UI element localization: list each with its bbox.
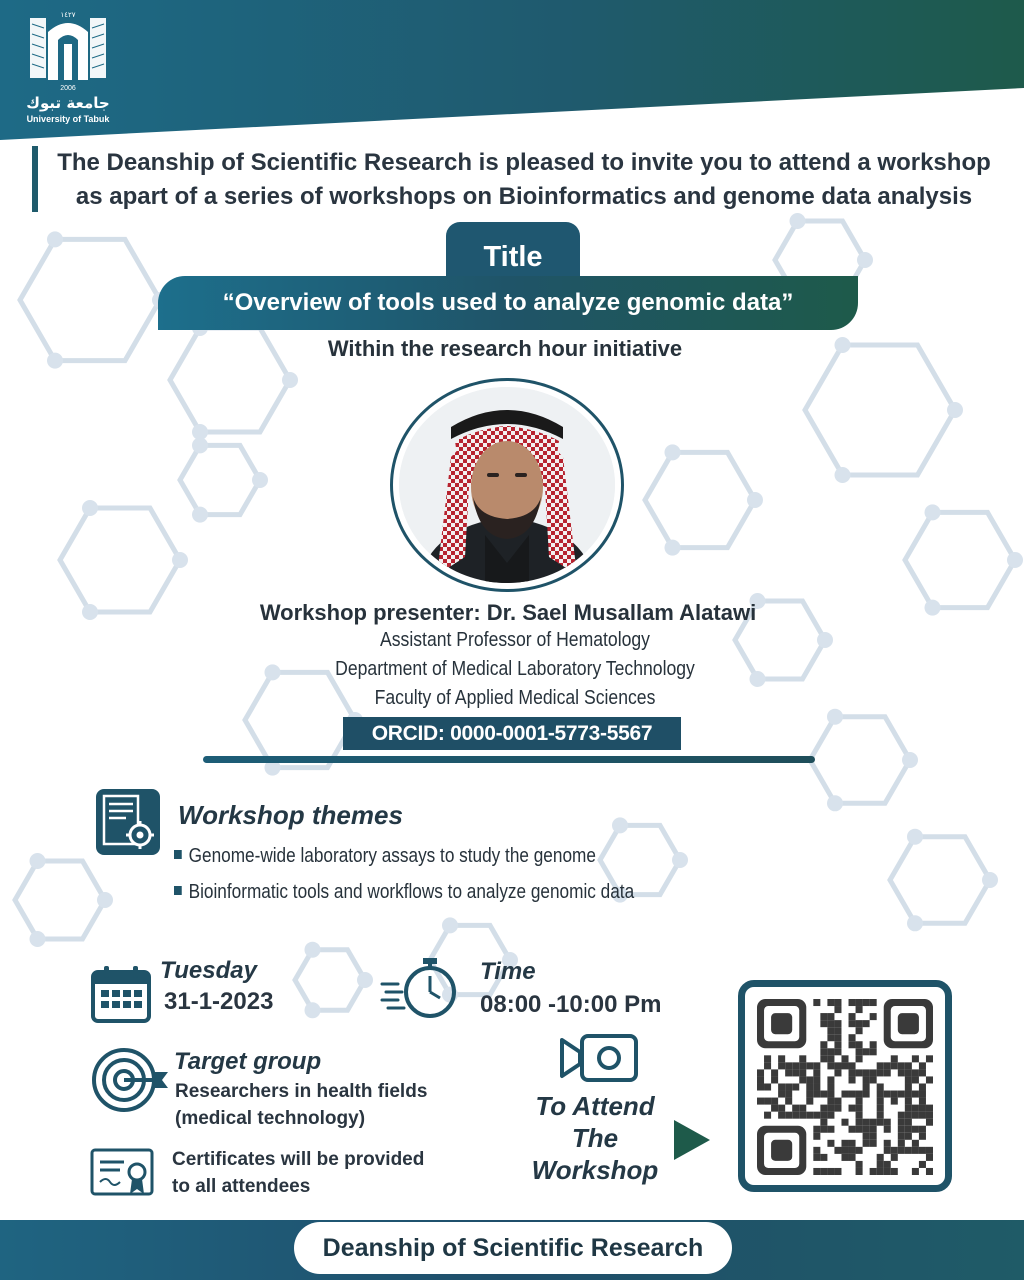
workshop-title: “Overview of tools used to analyze genomic data” xyxy=(158,276,858,330)
target-group-line-2: (medical technology) xyxy=(175,1108,366,1129)
attend-line-2: The xyxy=(571,1123,619,1153)
university-logo-icon xyxy=(18,10,118,94)
intro-line-2: as apart of a series of workshops on Bioinformatics and genome data analysis xyxy=(75,183,973,210)
theme-item-text: Bioinformatic tools and workflows to analyze genomic data xyxy=(188,881,635,903)
certificate-text xyxy=(172,1146,424,1200)
presenter-faculty: Faculty of Applied Medical Sciences xyxy=(374,687,656,709)
title-tab: Title xyxy=(446,222,580,280)
calendar-icon xyxy=(90,964,152,1024)
footer-label: Deanship of Scientific Research xyxy=(294,1222,732,1274)
play-arrow-icon xyxy=(672,1118,712,1162)
theme-item xyxy=(174,845,596,868)
intro-line-1: The Deanship of Scientific Research is pleased to invite you to attend a workshop xyxy=(57,149,991,176)
logo-year-top: ١٤٢٧ xyxy=(60,11,76,19)
attend-line-1: To Attend xyxy=(535,1091,655,1121)
themes-heading: Workshop themes xyxy=(178,800,403,830)
theme-item-text: Genome-wide laboratory assays to study the genome xyxy=(188,845,596,867)
bullet-icon xyxy=(174,850,182,859)
logo-english-name: University of Tabuk xyxy=(26,114,110,124)
section-divider xyxy=(203,756,815,763)
date-day: Tuesday xyxy=(160,957,257,984)
presenter-position: Assistant Professor of Hematology xyxy=(380,629,650,651)
logo-arabic-name: جامعة تبوك xyxy=(26,94,110,112)
presenter-photo xyxy=(399,387,615,583)
date-value: 31-1-2023 xyxy=(164,988,274,1015)
intro-text xyxy=(44,146,1004,214)
top-banner xyxy=(0,0,1024,140)
stopwatch-icon xyxy=(380,954,464,1022)
target-group-text xyxy=(175,1078,427,1132)
registration-qr-code[interactable] xyxy=(738,980,952,1192)
video-camera-icon xyxy=(558,1032,640,1084)
time-label: Time xyxy=(480,958,536,985)
certificate-line-1: Certificates will be provided xyxy=(172,1149,425,1170)
logo-year: 2006 xyxy=(60,85,76,92)
orcid-badge: ORCID: 0000-0001-5773-5567 xyxy=(343,717,681,750)
bullet-icon xyxy=(174,886,182,895)
attend-line-3: Workshop xyxy=(531,1155,659,1185)
theme-item xyxy=(174,881,634,904)
university-logo xyxy=(18,10,118,125)
intro-accent-bar xyxy=(32,146,38,212)
certificate-icon xyxy=(90,1148,156,1202)
target-icon xyxy=(88,1046,170,1118)
themes-document-gear-icon xyxy=(94,787,162,857)
workshop-subtitle: Within the research hour initiative xyxy=(327,336,683,361)
qr-code-icon xyxy=(757,999,933,1175)
time-value: 08:00 -10:00 Pm xyxy=(480,991,662,1018)
target-group-line-1: Researchers in health fields xyxy=(175,1081,428,1102)
target-group-label: Target group xyxy=(174,1048,322,1075)
presenter-name: Workshop presenter: Dr. Sael Musallam Alatawi xyxy=(259,600,757,625)
certificate-line-2: to all attendees xyxy=(172,1176,311,1197)
presenter-department: Department of Medical Laboratory Technology xyxy=(335,658,695,680)
attend-workshop-label xyxy=(520,1090,670,1186)
